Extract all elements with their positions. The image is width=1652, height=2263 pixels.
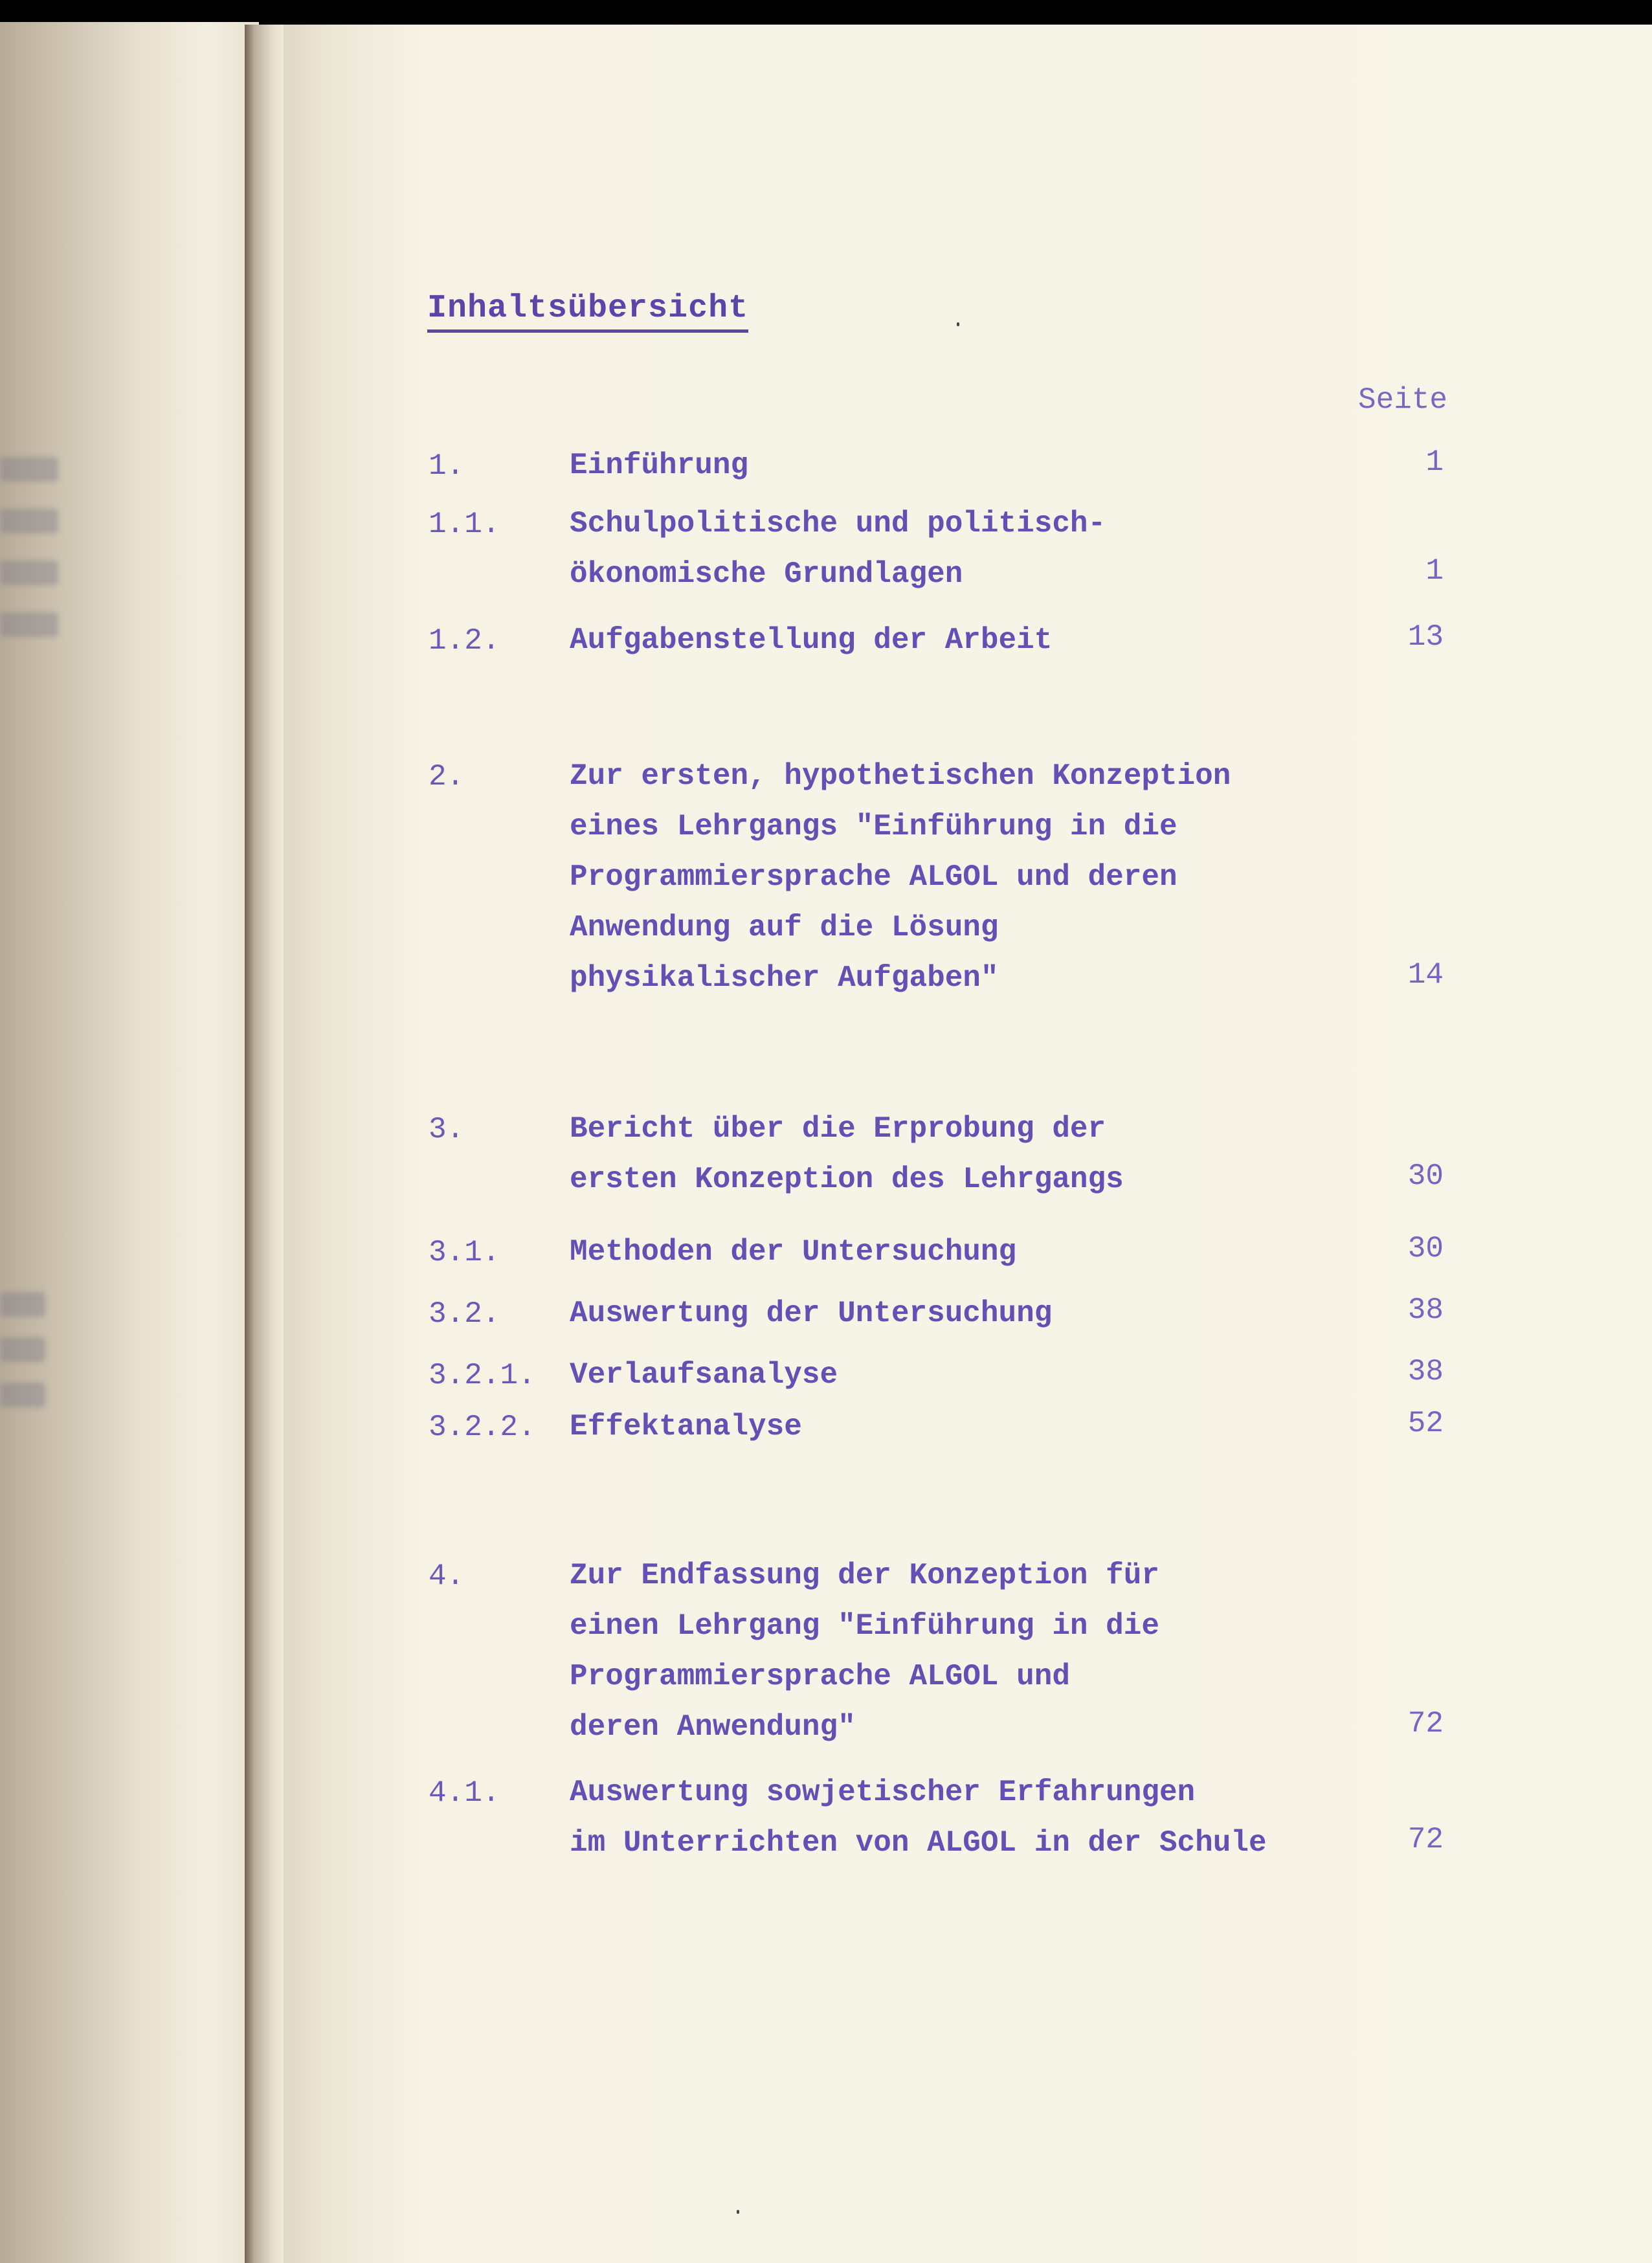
section-title xyxy=(570,1550,1159,1752)
page-number: 72 xyxy=(1407,1823,1444,1856)
section-title-line: Anwendung auf die Lösung xyxy=(570,911,999,944)
page-number: 38 xyxy=(1407,1355,1444,1388)
section-number: 4. xyxy=(429,1559,465,1593)
section-title-line: Methoden der Untersuchung xyxy=(570,1235,1017,1269)
page-number: 1 xyxy=(1425,445,1444,479)
section-title-line: Programmiersprache ALGOL und deren xyxy=(570,860,1178,894)
section-title-line: eines Lehrgangs "Einführung in die xyxy=(570,810,1178,843)
paper-speck xyxy=(737,2210,739,2214)
section-title-line: Programmiersprache ALGOL und xyxy=(570,1660,1070,1693)
section-title xyxy=(570,498,1106,599)
section-title-line: Verlaufsanalyse xyxy=(570,1358,838,1392)
section-title xyxy=(570,1288,1052,1339)
section-title xyxy=(570,1227,1016,1277)
page-number: 13 xyxy=(1407,620,1444,654)
section-number: 3.2.2. xyxy=(429,1410,536,1444)
page-number: 30 xyxy=(1407,1232,1444,1265)
left-page xyxy=(0,22,259,2263)
section-title-line: Zur Endfassung der Konzeption für xyxy=(570,1559,1159,1592)
section-title-line: ökonomische Grundlagen xyxy=(570,557,963,591)
bleed-through-mark xyxy=(0,561,58,585)
section-title-line: ersten Konzeption des Lehrgangs xyxy=(570,1163,1124,1196)
bleed-through-mark xyxy=(0,457,58,482)
paper-speck xyxy=(957,322,959,326)
section-number: 1.1. xyxy=(429,507,500,541)
page-number: 1 xyxy=(1425,554,1444,588)
section-number: 2. xyxy=(429,760,465,794)
section-number: 1.2. xyxy=(429,624,500,658)
page-number: 72 xyxy=(1407,1707,1444,1741)
section-title xyxy=(570,751,1231,1003)
section-title-line: Effektanalyse xyxy=(570,1410,802,1444)
section-title xyxy=(570,1104,1124,1205)
bleed-through-mark xyxy=(0,612,58,637)
section-title-line: im Unterrichten von ALGOL in der Schule xyxy=(570,1826,1267,1860)
section-title-line: Auswertung der Untersuchung xyxy=(570,1297,1053,1330)
section-title xyxy=(570,440,748,491)
toc-title: Inhaltsübersicht xyxy=(427,290,748,333)
section-number: 4.1. xyxy=(429,1776,500,1810)
section-title xyxy=(570,1401,802,1452)
section-title xyxy=(570,615,1052,665)
section-number: 3. xyxy=(429,1113,465,1146)
section-title-line: Aufgabenstellung der Arbeit xyxy=(570,623,1053,657)
section-title xyxy=(570,1767,1267,1868)
section-number: 1. xyxy=(429,449,465,483)
page-number: 30 xyxy=(1407,1159,1444,1193)
section-title xyxy=(570,1350,838,1400)
page-column-label: Seite xyxy=(1358,383,1448,417)
section-number: 3.2. xyxy=(429,1297,500,1331)
page-number: 38 xyxy=(1407,1293,1444,1327)
section-title-line: Bericht über die Erprobung der xyxy=(570,1112,1106,1146)
bleed-through-mark xyxy=(0,509,58,533)
bleed-through-mark xyxy=(0,1383,45,1407)
book-gutter xyxy=(245,25,284,2263)
page-number: 14 xyxy=(1407,958,1444,992)
section-title-line: Zur ersten, hypothetischen Konzeption xyxy=(570,759,1231,793)
section-title-line: Auswertung sowjetischer Erfahrungen xyxy=(570,1776,1196,1809)
section-title-line: einen Lehrgang "Einführung in die xyxy=(570,1609,1159,1643)
page-number: 52 xyxy=(1407,1407,1444,1440)
bleed-through-mark xyxy=(0,1337,45,1362)
bleed-through-mark xyxy=(0,1292,45,1317)
section-title-line: Schulpolitische und politisch- xyxy=(570,507,1106,541)
section-title-line: Einführung xyxy=(570,449,749,482)
section-number: 3.1. xyxy=(429,1236,500,1269)
section-title-line: physikalischer Aufgaben" xyxy=(570,961,999,995)
section-number: 3.2.1. xyxy=(429,1359,536,1392)
section-title-line: deren Anwendung" xyxy=(570,1710,856,1744)
